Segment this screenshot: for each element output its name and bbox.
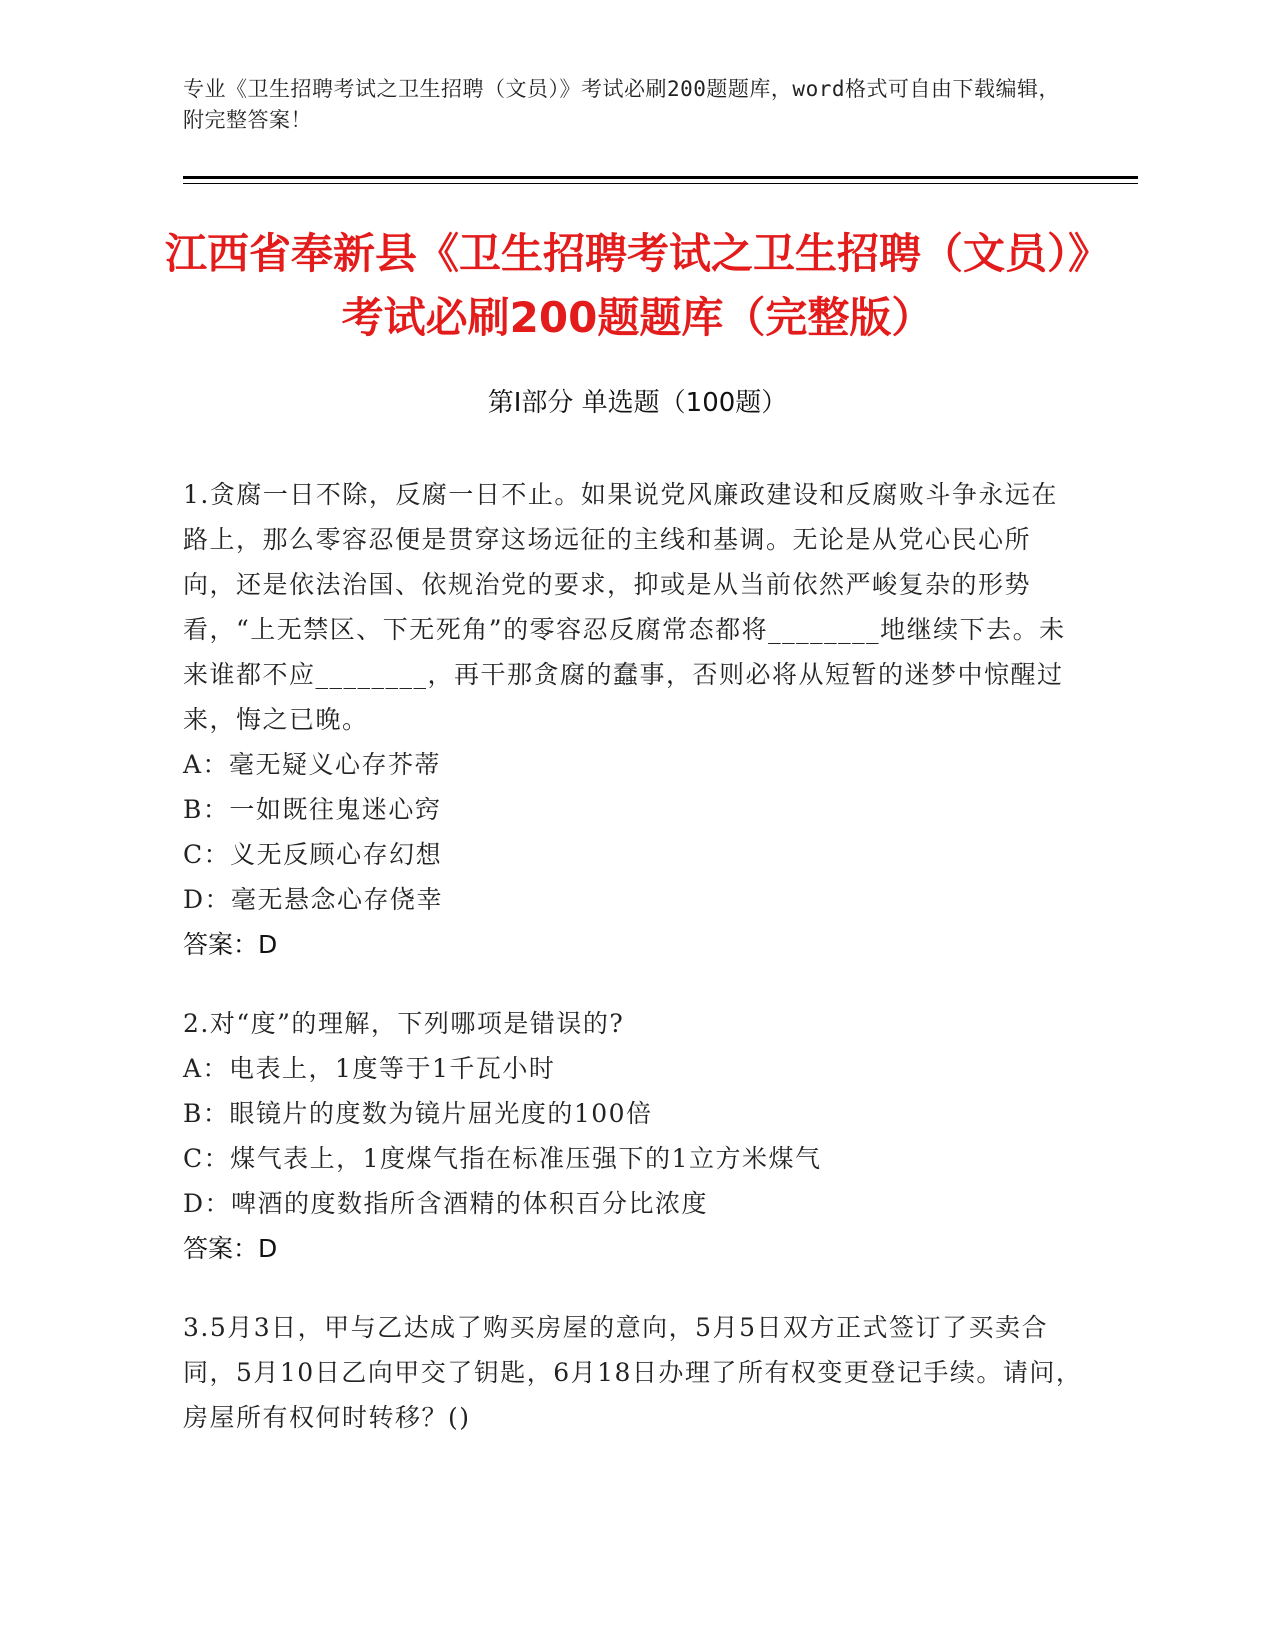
question-stem: 2.对“度”的理解，下列哪项是错误的? xyxy=(183,1009,625,1038)
section-title: 第Ⅰ部分 单选题（100题） xyxy=(487,388,788,418)
option-b: B：一如既往鬼迷心窍 xyxy=(183,795,442,824)
option-b: B：眼镜片的度数为镜片屈光度的100倍 xyxy=(183,1099,653,1128)
header-divider-thin xyxy=(183,183,1138,184)
option-c: C：煤气表上，1度煤气指在标准压强下的1立方米煤气 xyxy=(183,1144,822,1173)
option-a: A：电表上，1度等于1千瓦小时 xyxy=(183,1054,556,1083)
question-stem: 1.贪腐一日不除，反腐一日不止。如果说党风廉政建设和反腐败斗争永远在路上，那么零容忍便是贯穿这场远征的主线和基调。无论是从党心民心所向，还是依法治国、依规治党的要求，抑或是从当前依然严峻复杂的形势看，“上无禁区、下无死角”的零容忍反腐常态都将________地继续下去。未来谁都不应________，再干那贪腐的蠢事，否则必将从短暂的迷梦中惊醒过来，悔之已晚。 xyxy=(183,480,1066,734)
question-3 xyxy=(183,1305,1083,1440)
option-d: D：毫无悬念心存侥幸 xyxy=(183,885,444,914)
option-d: D：啤酒的度数指所含酒精的体积百分比浓度 xyxy=(183,1189,709,1218)
option-c: C：义无反顾心存幻想 xyxy=(183,840,443,869)
question-2 xyxy=(183,1001,1083,1271)
header-note: 专业《卫生招聘考试之卫生招聘（文员）》考试必刷200题题库，word格式可自由下载编辑，附完整答案！ xyxy=(183,77,1060,132)
question-1 xyxy=(183,472,1083,967)
answer: 答案：D xyxy=(183,1234,278,1263)
header-divider-thick xyxy=(183,176,1138,179)
question-list xyxy=(183,472,1083,1474)
answer: 答案：D xyxy=(183,930,278,959)
option-a: A：毫无疑义心存芥蒂 xyxy=(183,750,442,779)
question-stem: 3.5月3日，甲与乙达成了购买房屋的意向，5月5日双方正式签订了买卖合同，5月10日乙向甲交了钥匙，6月18日办理了所有权变更登记手续。请问，房屋所有权何时转移？() xyxy=(183,1313,1083,1432)
document-title: 江西省奉新县《卫生招聘考试之卫生招聘（文员）》考试必刷200题题库（完整版） xyxy=(164,229,1110,342)
